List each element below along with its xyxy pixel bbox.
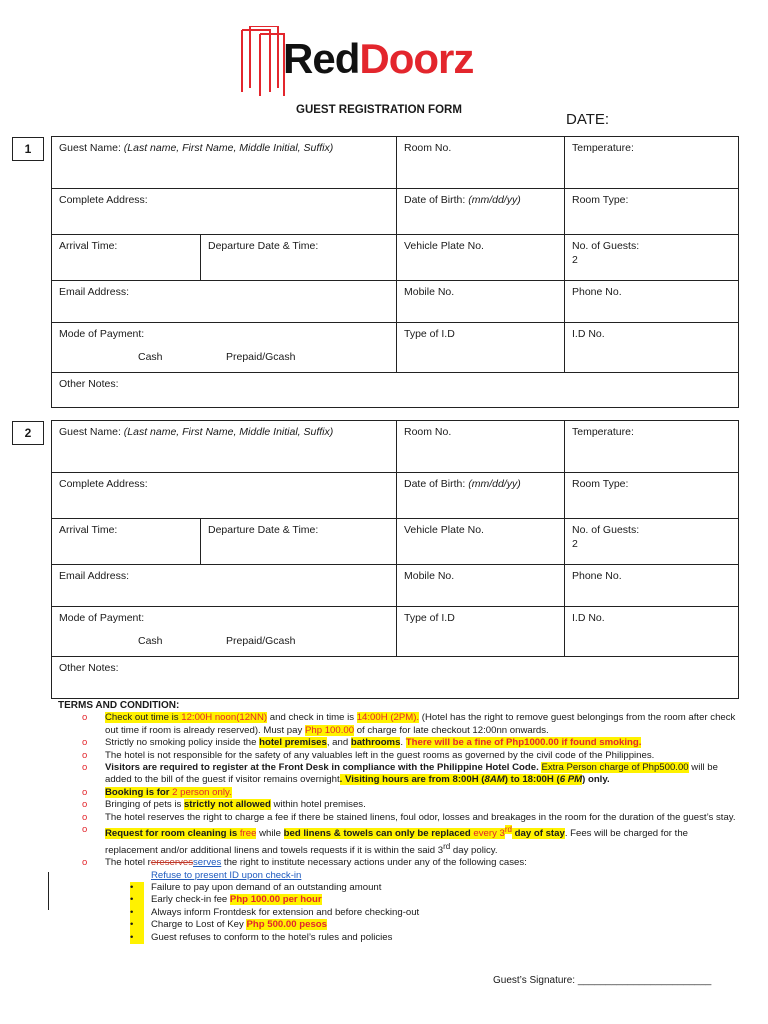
guest-registration-block-2 — [51, 420, 739, 699]
mode-of-payment-field — [52, 323, 397, 373]
vehicle-plate-field[interactable]: Vehicle Plate No. — [397, 519, 565, 565]
terms-and-conditions — [58, 700, 738, 944]
complete-address-field[interactable]: Complete Address: — [52, 473, 397, 519]
room-no-field[interactable]: Room No. — [397, 421, 565, 473]
number-of-guests-field[interactable]: No. of Guests: 2 — [565, 519, 738, 565]
temperature-field[interactable]: Temperature: — [565, 421, 738, 473]
email-address-field[interactable]: Email Address: — [52, 565, 397, 607]
number-of-guests-value: 2 — [572, 254, 578, 267]
term-fees: o The hotel reserves the right to charge a fee if there be stained linens, foul odor, losses and breakages in the room for the duration of the guest’s stay. — [82, 811, 736, 823]
mode-of-payment-label: Mode of Payment: — [59, 328, 145, 340]
date-label: DATE: — [566, 111, 610, 128]
complete-address-field[interactable]: Complete Address: — [52, 189, 397, 235]
case-refuse-id: Refuse to present ID upon check-in — [151, 869, 302, 881]
case-inform-frontdesk: • Always inform Frontdesk for extension and before checking-out — [130, 906, 420, 918]
guest-registration-block-1 — [51, 136, 739, 408]
departure-field[interactable]: Departure Date & Time: — [201, 235, 397, 281]
bullet-icon: o — [82, 824, 88, 836]
bullet-icon: o — [82, 857, 88, 869]
mobile-no-field[interactable]: Mobile No. — [397, 281, 565, 323]
phone-no-field[interactable]: Phone No. — [565, 565, 738, 607]
vehicle-plate-field[interactable]: Vehicle Plate No. — [397, 235, 565, 281]
room-type-field[interactable]: Room Type: — [565, 189, 738, 235]
bullet-dot-icon: • — [130, 906, 145, 918]
term-pets: o Bringing of pets is strictly not allowed within hotel premises. — [82, 799, 366, 811]
mode-of-payment-field — [52, 607, 397, 657]
date-of-birth-field[interactable]: Date of Birth: (mm/dd/yy) — [397, 189, 565, 235]
arrival-time-field[interactable]: Arrival Time: — [52, 519, 201, 565]
payment-option-cash[interactable]: Cash — [138, 635, 163, 647]
logo-wordmark — [283, 35, 474, 82]
bullet-icon: o — [82, 737, 88, 749]
term-no-smoking: o Strictly no smoking policy inside the hotel premises, and bathrooms. There will be a fine of Php1000.00 if found smoking. — [82, 737, 642, 749]
bullet-icon: o — [82, 712, 88, 724]
arrival-time-field[interactable]: Arrival Time: — [52, 235, 201, 281]
bullet-icon: o — [82, 811, 88, 823]
room-no-field[interactable]: Room No. — [397, 137, 565, 189]
date-of-birth-field[interactable]: Date of Birth: (mm/dd/yy) — [397, 473, 565, 519]
term-valuables: o The hotel is not responsible for the safety of any valuables left in the guest rooms as governed by the civil code of the Philippines. — [82, 749, 655, 761]
term-rights: o The hotel rereservesserves the right to institute necessary actions under any of the following cases: — [82, 857, 527, 869]
number-of-guests-value: 2 — [572, 538, 578, 551]
guest-number-1: 1 — [12, 137, 44, 161]
bullet-icon: o — [82, 799, 88, 811]
number-of-guests-field[interactable]: No. of Guests: 2 — [565, 235, 738, 281]
phone-no-field[interactable]: Phone No. — [565, 281, 738, 323]
term-visitors: o Visitors are required to register at the Front Desk in compliance with the Philippine Hotel Code. Extra Person charge of Php500.00 will be added to the bill of the guest if visitor remains overnight. Visiting hours are from 8:00H (8AM) to 18:00H (6 PM) only. — [82, 762, 718, 786]
id-type-field[interactable]: Type of I.D — [397, 607, 565, 657]
guest-signature-line[interactable]: Guest’s Signature: ________________________ — [493, 975, 712, 986]
id-no-field[interactable]: I.D No. — [565, 607, 738, 657]
bullet-icon: o — [82, 786, 88, 798]
case-lost-key: • Charge to Lost of Key Php 500.00 pesos — [130, 919, 327, 931]
id-type-field[interactable]: Type of I.D — [397, 323, 565, 373]
bullet-dot-icon: • — [130, 882, 145, 894]
term-booking: o Booking is for 2 person only. — [82, 786, 232, 798]
term-room-cleaning: o Request for room cleaning is free while bed linens & towels can only be replaced every 3rd day of stay. Fees will be charged for the replacement and/or additional linens and towels requests if it is within the said 3rd day policy. — [82, 824, 688, 856]
other-notes-field[interactable]: Other Notes: — [59, 378, 119, 390]
room-type-field[interactable]: Room Type: — [565, 473, 738, 519]
logo-part-red: Red — [283, 35, 360, 82]
payment-option-prepaid[interactable]: Prepaid/Gcash — [226, 635, 296, 647]
departure-field[interactable]: Departure Date & Time: — [201, 519, 397, 565]
id-no-field[interactable]: I.D No. — [565, 323, 738, 373]
other-notes-field[interactable]: Other Notes: — [59, 662, 119, 674]
temperature-field[interactable]: Temperature: — [565, 137, 738, 189]
payment-option-cash[interactable]: Cash — [138, 351, 163, 363]
term-checkout: o Check out time is 12:00H noon(12NN) and check in time is 14:00H (2PM). (Hotel has the right to remove guest belongings from the room after check out time if room is already reserved). Must pay Php 100.00 of charge for late checkout 12:00nn onwards. — [82, 712, 736, 736]
case-refuse-rules: • Guest refuses to conform to the hotel’s rules and policies — [130, 931, 393, 943]
change-bar — [48, 872, 49, 910]
guest-name-field[interactable]: Guest Name: (Last name, First Name, Middle Initial, Suffix) — [52, 421, 397, 473]
logo-part-doorz: Doorz — [359, 35, 474, 82]
form-title: GUEST REGISTRATION FORM — [296, 104, 462, 116]
mode-of-payment-label: Mode of Payment: — [59, 612, 145, 624]
email-address-field[interactable]: Email Address: — [52, 281, 397, 323]
bullet-icon: o — [82, 749, 88, 761]
bullet-dot-icon: • — [130, 894, 145, 906]
guest-name-field[interactable]: Guest Name: (Last name, First Name, Middle Initial, Suffix) — [52, 137, 397, 189]
bullet-icon: o — [82, 762, 88, 774]
bullet-dot-icon: • — [130, 919, 145, 931]
case-failure-to-pay: • Failure to pay upon demand of an outstanding amount — [130, 882, 382, 894]
terms-title: TERMS AND CONDITION: — [58, 700, 180, 711]
bullet-dot-icon: • — [130, 931, 145, 943]
guest-number-2: 2 — [12, 421, 44, 445]
payment-option-prepaid[interactable]: Prepaid/Gcash — [226, 351, 296, 363]
mobile-no-field[interactable]: Mobile No. — [397, 565, 565, 607]
case-early-checkin: • Early check-in fee Php 100.00 per hour — [130, 894, 322, 906]
